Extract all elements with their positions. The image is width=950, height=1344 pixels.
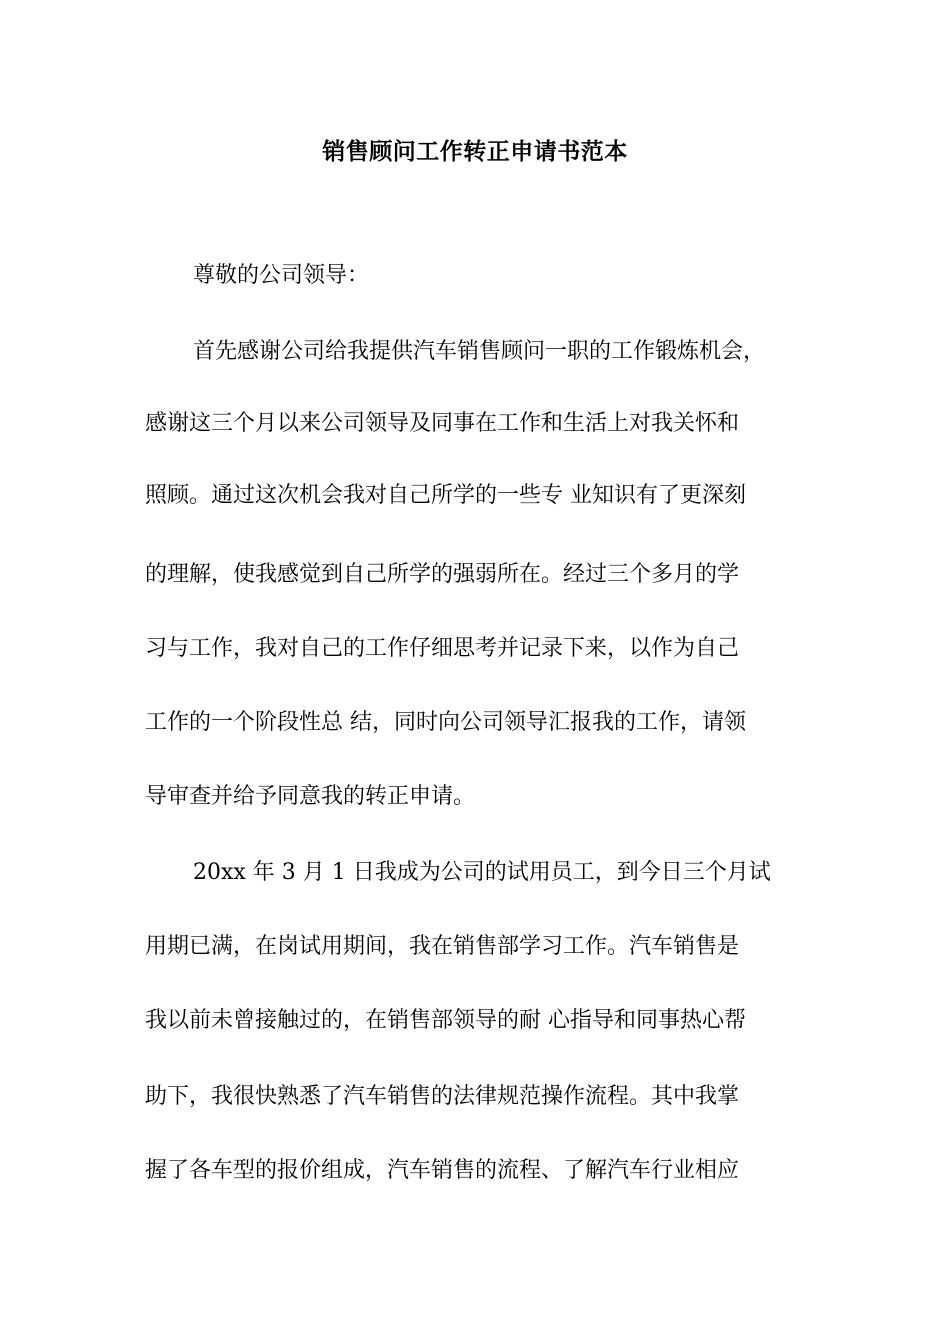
document-title: 销售顾问工作转正申请书范本 <box>322 138 628 165</box>
paragraph-line: 助下，我很快熟悉了汽车销售的法律规范操作流程。其中我掌 <box>145 1084 740 1109</box>
paragraph-line: 导审查并给予同意我的转正申请。 <box>145 784 476 809</box>
paragraph-line: 我以前未曾接触过的，在销售部领导的耐 心指导和同事热心帮 <box>145 1008 746 1033</box>
paragraph-line: 握了各车型的报价组成，汽车销售的流程、了解汽车行业相应 <box>145 1158 740 1183</box>
paragraph-line: 感谢这三个月以来公司领导及同事在工作和生活上对我关怀和 <box>145 411 740 436</box>
paragraph-line: 的理解，使我感觉到自己所学的强弱所在。经过三个多月的学 <box>145 562 740 587</box>
paragraph-line: 工作的一个阶段性总 结，同时向公司领导汇报我的工作，请领 <box>145 710 746 735</box>
paragraph-line: 照顾。通过这次机会我对自己所学的一些专 业知识有了更深刻 <box>145 483 746 508</box>
paragraph-line: 20xx 年 3 月 1 日我成为公司的试用员工，到今日三个月试 <box>193 860 771 885</box>
paragraph-line: 用期已满，在岗试用期间，我在销售部学习工作。汽车销售是 <box>145 934 740 959</box>
paragraph-line: 首先感谢公司给我提供汽车销售顾问一职的工作锻炼机会， <box>193 339 766 364</box>
paragraph-line: 习与工作，我对自己的工作仔细思考并记录下来，以作为自己 <box>145 636 740 661</box>
salutation: 尊敬的公司领导： <box>193 263 370 288</box>
